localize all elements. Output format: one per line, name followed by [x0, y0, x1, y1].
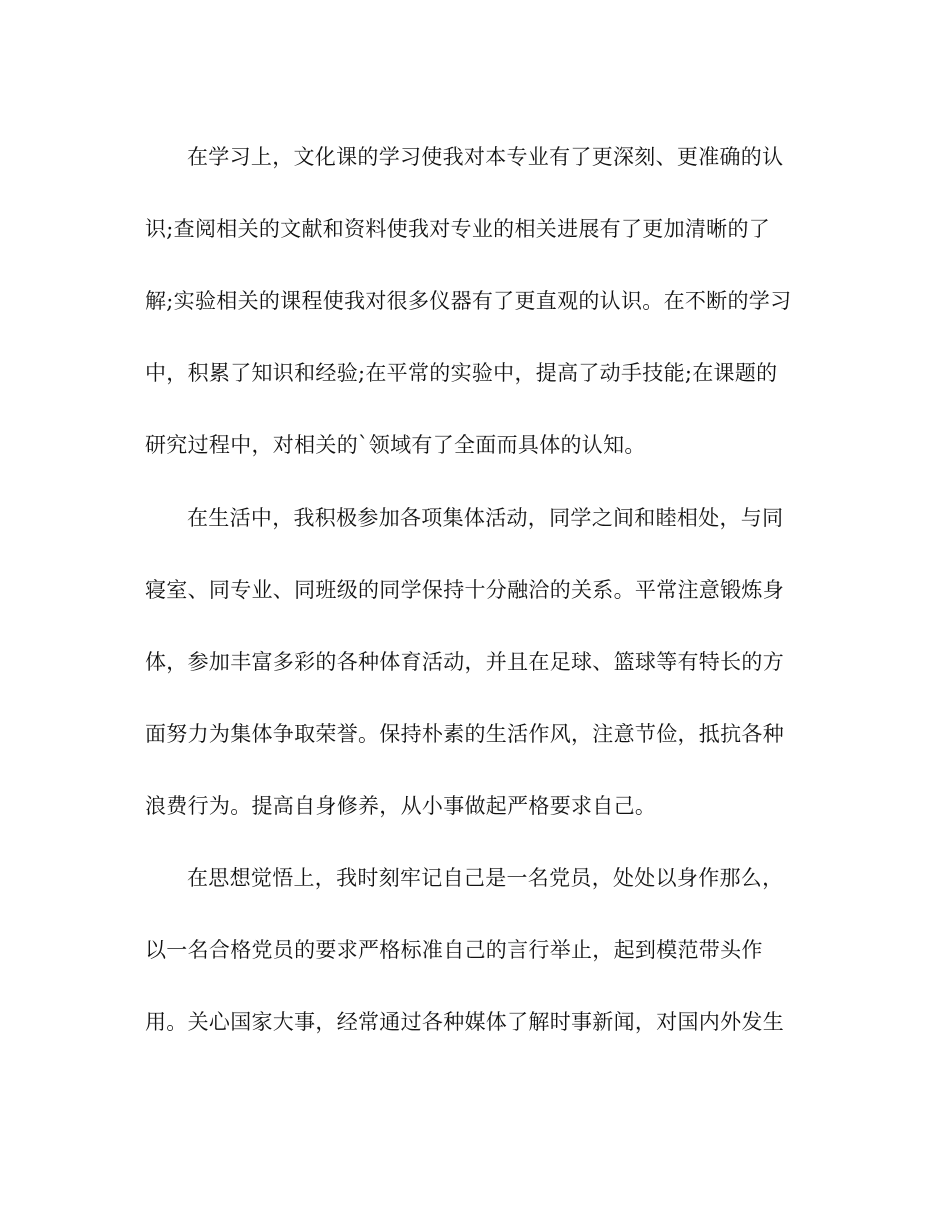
paragraph-2-line-2: 寝室、同专业、同班级的同学保持十分融洽的关系。平常注意锻炼身 — [145, 578, 784, 602]
paragraph-2-line-3: 体，参加丰富多彩的各种体育活动，并且在足球、篮球等有特长的方 — [145, 650, 784, 674]
paragraph-1-line-3: 解;实验相关的课程使我对很多仪器有了更直观的认识。在不断的学习 — [145, 289, 792, 313]
paragraph-3-line-2: 以一名合格党员的要求严格标准自己的言行举止，起到模范带头作 — [145, 938, 763, 962]
paragraph-3-line-1: 在思想觉悟上，我时刻牢记自己是一名党员，处处以身作那么， — [187, 866, 784, 890]
paragraph-3-line-3: 用。关心国家大事，经常通过各种媒体了解时事新闻，对国内外发生 — [145, 1010, 784, 1034]
paragraph-1-line-1: 在学习上，文化课的学习使我对本专业有了更深刻、更准确的认 — [187, 145, 784, 169]
paragraph-2-line-4: 面努力为集体争取荣誉。保持朴素的生活作风，注意节俭，抵抗各种 — [145, 722, 784, 746]
paragraph-2-line-5: 浪费行为。提高自身修养，从小事做起严格要求自己。 — [145, 794, 657, 818]
paragraph-1-line-4: 中，积累了知识和经验;在平常的实验中，提高了动手技能;在课题的 — [145, 361, 778, 385]
paragraph-2-line-1: 在生活中，我积极参加各项集体活动，同学之间和睦相处，与同 — [187, 506, 784, 530]
paragraph-1-line-5: 研究过程中，对相关的`领域有了全面而具体的认知。 — [145, 433, 646, 457]
paragraph-1-line-2: 识;查阅相关的文献和资料使我对专业的相关进展有了更加清晰的了 — [145, 217, 771, 241]
